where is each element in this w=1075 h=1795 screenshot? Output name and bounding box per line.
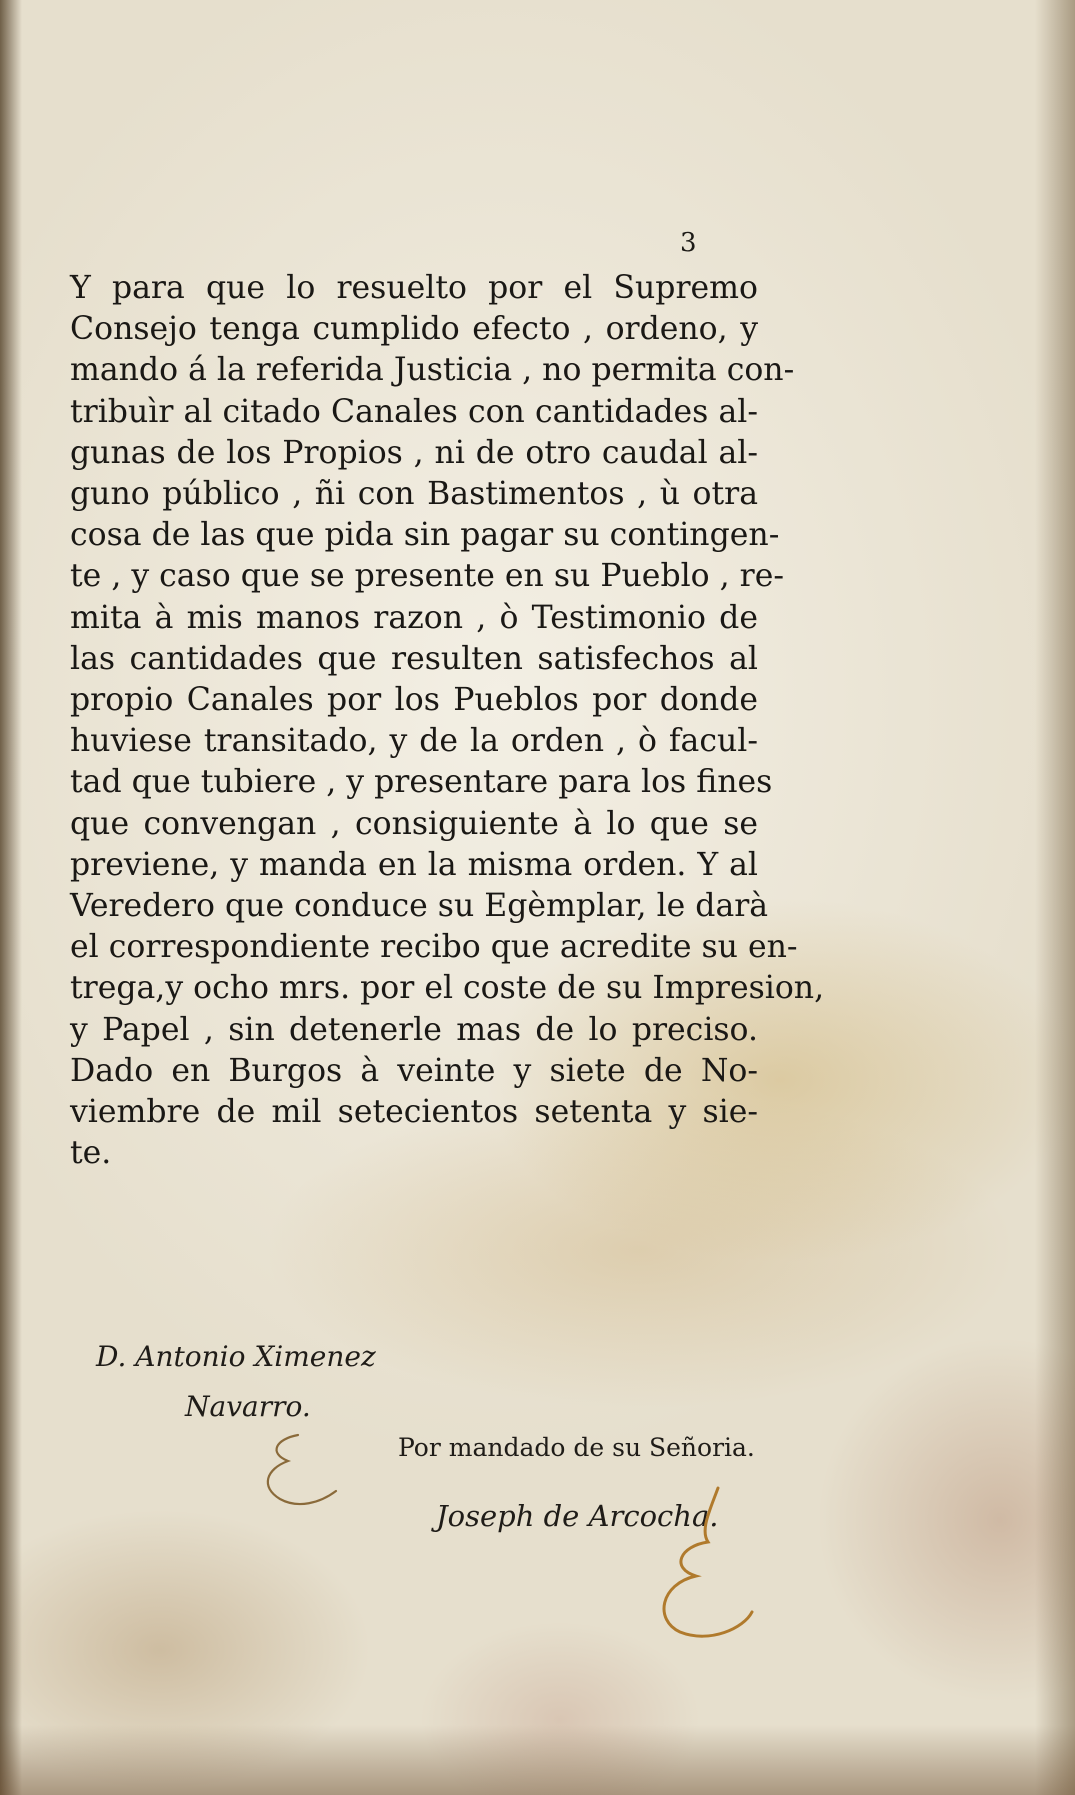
by-order-line: Por mandado de su Señoria. xyxy=(398,1433,755,1462)
body-line: tribuìr al citado Canales con cantidades al- xyxy=(70,393,758,430)
body-line: guno público , ñi con Bastimentos , ù otra xyxy=(70,476,758,513)
page-right-edge xyxy=(1035,0,1075,1795)
body-line: viembre de mil setecientos setenta y sie- xyxy=(70,1094,758,1131)
body-line: propio Canales por los Pueblos por donde xyxy=(70,682,758,719)
body-line: te , y caso que se presente en su Pueblo , re- xyxy=(70,558,785,595)
body-line: Y para que lo resuelto por el Supremo xyxy=(70,270,758,306)
body-line: te. xyxy=(70,1135,112,1172)
page-bottom-edge xyxy=(0,1725,1075,1795)
page-left-edge xyxy=(0,0,22,1795)
body-line: trega,y ocho mrs. por el coste de su Impresion, xyxy=(70,970,825,1007)
body-line: Consejo tenga cumplido efecto , ordeno, y xyxy=(70,311,758,348)
body-line: que convengan , consiguiente à lo que se xyxy=(70,805,758,842)
body-line: y Papel , sin detenerle mas de lo preciso. xyxy=(70,1011,758,1048)
body-line: las cantidades que resulten satisfechos al xyxy=(70,640,758,677)
page-number: 3 xyxy=(680,228,697,258)
body-line: el correspondiente recibo que acredite su en- xyxy=(70,929,798,966)
signer-surname: Navarro. xyxy=(185,1390,311,1423)
signer-rubric-flourish xyxy=(258,1425,358,1525)
body-text xyxy=(70,268,825,1174)
body-line: gunas de los Propios , ni de otro caudal al- xyxy=(70,434,758,471)
signer-name: D. Antonio Ximenez xyxy=(96,1340,376,1373)
body-line: mando á la referida Justicia , no permita con- xyxy=(70,352,795,389)
body-line: tad que tubiere , y presentare para los fines xyxy=(70,764,773,801)
body-line: mita à mis manos razon , ò Testimonio de xyxy=(70,599,758,636)
body-line: huviese transitado, y de la orden , ò facul- xyxy=(70,723,758,760)
body-line: Veredero que conduce su Egèmplar, le darà xyxy=(70,888,769,925)
body-line: Dado en Burgos à veinte y siete de No- xyxy=(70,1052,758,1089)
secretary-signature: Joseph de Arcocha. xyxy=(436,1499,719,1533)
body-line: previene, y manda en la misma orden. Y al xyxy=(70,846,758,883)
body-line: cosa de las que pida sin pagar su contingen- xyxy=(70,517,780,554)
